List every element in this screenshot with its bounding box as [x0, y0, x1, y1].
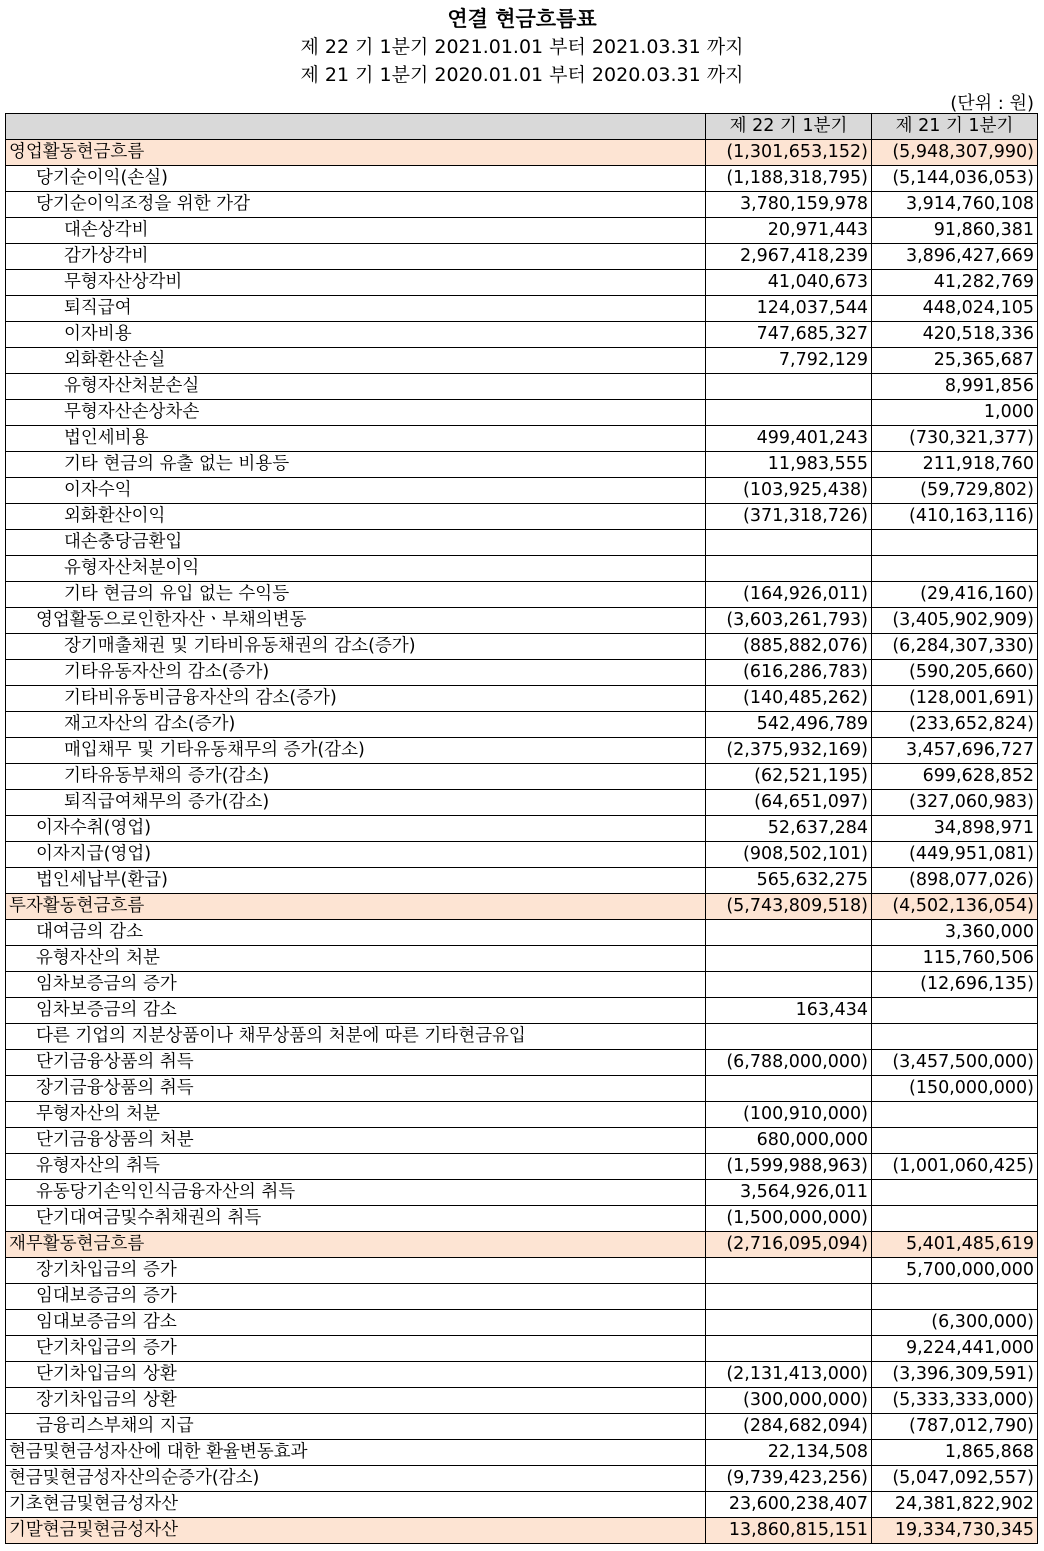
table-row: [6, 764, 1038, 790]
prior-period-value: 448,024,105: [872, 296, 1038, 322]
row-label: 외화환산손실: [6, 348, 706, 374]
row-label: 이자수익: [6, 478, 706, 504]
prior-period-value: 3,457,696,727: [872, 738, 1038, 764]
current-period-value: (62,521,195): [706, 764, 872, 790]
table-row: [6, 842, 1038, 868]
table-row: [6, 1050, 1038, 1076]
prior-period-value: (730,321,377): [872, 426, 1038, 452]
current-period-value: (2,131,413,000): [706, 1362, 872, 1388]
row-label: 무형자산상각비: [6, 270, 706, 296]
prior-period-value: 25,365,687: [872, 348, 1038, 374]
row-label: 퇴직급여채무의 증가(감소): [6, 790, 706, 816]
current-period-value: 13,860,815,151: [706, 1518, 872, 1544]
header-blank: [6, 114, 706, 140]
table-row: [6, 348, 1038, 374]
table-row: [6, 400, 1038, 426]
prior-period-value: (590,205,660): [872, 660, 1038, 686]
row-label: 법인세비용: [6, 426, 706, 452]
table-row: [6, 686, 1038, 712]
current-period-value: [706, 1258, 872, 1284]
current-period-value: [706, 1336, 872, 1362]
current-period-value: [706, 1284, 872, 1310]
prior-period-value: (29,416,160): [872, 582, 1038, 608]
table-row: [6, 218, 1038, 244]
prior-period-value: 1,000: [872, 400, 1038, 426]
row-label: 매입채무 및 기타유동채무의 증가(감소): [6, 738, 706, 764]
prior-period-value: 9,224,441,000: [872, 1336, 1038, 1362]
current-period-value: 499,401,243: [706, 426, 872, 452]
row-label: 임차보증금의 감소: [6, 998, 706, 1024]
prior-period-value: (787,012,790): [872, 1414, 1038, 1440]
table-row: [6, 166, 1038, 192]
current-period-value: [706, 920, 872, 946]
row-label: 현금및현금성자산의순증가(감소): [6, 1466, 706, 1492]
prior-period-value: [872, 1284, 1038, 1310]
row-label: 장기차입금의 증가: [6, 1258, 706, 1284]
current-period-value: [706, 556, 872, 582]
current-period-value: (1,599,988,963): [706, 1154, 872, 1180]
row-label: 기초현금및현금성자산: [6, 1492, 706, 1518]
table-row: [6, 712, 1038, 738]
row-label: 단기금융상품의 취득: [6, 1050, 706, 1076]
current-period-value: 542,496,789: [706, 712, 872, 738]
prior-period-value: 1,865,868: [872, 1440, 1038, 1466]
current-period-value: (1,188,318,795): [706, 166, 872, 192]
row-label: 단기차입금의 증가: [6, 1336, 706, 1362]
prior-period-value: (410,163,116): [872, 504, 1038, 530]
section-row: [6, 1518, 1038, 1544]
row-label: 외화환산이익: [6, 504, 706, 530]
prior-period-value: (3,405,902,909): [872, 608, 1038, 634]
section-row: [6, 140, 1038, 166]
current-period-value: (100,910,000): [706, 1102, 872, 1128]
prior-period-value: (128,001,691): [872, 686, 1038, 712]
prior-period-value: (1,001,060,425): [872, 1154, 1038, 1180]
table-row: [6, 374, 1038, 400]
table-row: [6, 1466, 1038, 1492]
table-row: [6, 1310, 1038, 1336]
page-title: 연결 현금흐름표: [447, 6, 597, 31]
row-label: 단기금융상품의 처분: [6, 1128, 706, 1154]
row-label: 기타유동자산의 감소(증가): [6, 660, 706, 686]
current-period-value: (64,651,097): [706, 790, 872, 816]
row-label: 기타비유동비금융자산의 감소(증가): [6, 686, 706, 712]
row-label: 이자수취(영업): [6, 816, 706, 842]
prior-period-value: 34,898,971: [872, 816, 1038, 842]
prior-period-value: (5,144,036,053): [872, 166, 1038, 192]
row-label: 유형자산의 처분: [6, 946, 706, 972]
header-row: [6, 114, 1038, 140]
prior-period-value: [872, 530, 1038, 556]
row-label: 임대보증금의 증가: [6, 1284, 706, 1310]
prior-period-value: (3,396,309,591): [872, 1362, 1038, 1388]
table-row: [6, 1076, 1038, 1102]
row-label: 기타유동부채의 증가(감소): [6, 764, 706, 790]
prior-period-value: [872, 998, 1038, 1024]
current-period-value: (616,286,783): [706, 660, 872, 686]
row-label: 이자지급(영업): [6, 842, 706, 868]
current-period-value: 680,000,000: [706, 1128, 872, 1154]
prior-period-value: (12,696,135): [872, 972, 1038, 998]
current-period-value: 163,434: [706, 998, 872, 1024]
unit-label: (단위 : 원): [950, 93, 1034, 114]
row-label: 영업활동현금흐름: [6, 140, 706, 166]
current-period-value: [706, 530, 872, 556]
table-row: [6, 322, 1038, 348]
current-period-value: (885,882,076): [706, 634, 872, 660]
current-period-value: (164,926,011): [706, 582, 872, 608]
prior-period-value: (898,077,026): [872, 868, 1038, 894]
row-label: 법인세납부(환급): [6, 868, 706, 894]
row-label: 퇴직급여: [6, 296, 706, 322]
row-label: 금융리스부채의 지급: [6, 1414, 706, 1440]
prior-period-value: (150,000,000): [872, 1076, 1038, 1102]
table-row: [6, 816, 1038, 842]
row-label: 감가상각비: [6, 244, 706, 270]
current-period-value: [706, 972, 872, 998]
current-period-value: 20,971,443: [706, 218, 872, 244]
row-label: 대손충당금환입: [6, 530, 706, 556]
table-row: [6, 790, 1038, 816]
current-period-value: (3,603,261,793): [706, 608, 872, 634]
prior-period-value: (59,729,802): [872, 478, 1038, 504]
table-row: [6, 1492, 1038, 1518]
current-period-value: (371,318,726): [706, 504, 872, 530]
current-period-value: (9,739,423,256): [706, 1466, 872, 1492]
row-label: 다른 기업의 지분상품이나 채무상품의 처분에 따른 기타현금유입: [6, 1024, 706, 1050]
prior-period-value: (327,060,983): [872, 790, 1038, 816]
row-label: 투자활동현금흐름: [6, 894, 706, 920]
prior-period-value: [872, 1128, 1038, 1154]
prior-period-value: 8,991,856: [872, 374, 1038, 400]
row-label: 단기대여금및수취채권의 취득: [6, 1206, 706, 1232]
current-period-value: 7,792,129: [706, 348, 872, 374]
row-label: 임차보증금의 증가: [6, 972, 706, 998]
table-row: [6, 868, 1038, 894]
table-row: [6, 1388, 1038, 1414]
row-label: 유형자산처분손실: [6, 374, 706, 400]
table-row: [6, 478, 1038, 504]
row-label: 대여금의 감소: [6, 920, 706, 946]
row-label: 현금및현금성자산에 대한 환율변동효과: [6, 1440, 706, 1466]
table-row: [6, 1414, 1038, 1440]
row-label: 재무활동현금흐름: [6, 1232, 706, 1258]
prior-period-value: 3,360,000: [872, 920, 1038, 946]
prior-period-value: [872, 556, 1038, 582]
table-row: [6, 530, 1038, 556]
prior-period-value: 3,914,760,108: [872, 192, 1038, 218]
current-period-value: (2,375,932,169): [706, 738, 872, 764]
current-period-value: 41,040,673: [706, 270, 872, 296]
prior-period-value: 24,381,822,902: [872, 1492, 1038, 1518]
table-row: [6, 556, 1038, 582]
current-period-value: 3,564,926,011: [706, 1180, 872, 1206]
current-period-value: 11,983,555: [706, 452, 872, 478]
table-row: [6, 608, 1038, 634]
current-period-value: (6,788,000,000): [706, 1050, 872, 1076]
prior-period-value: (4,502,136,054): [872, 894, 1038, 920]
current-period-value: 565,632,275: [706, 868, 872, 894]
prior-period-value: (3,457,500,000): [872, 1050, 1038, 1076]
current-period-value: 124,037,544: [706, 296, 872, 322]
current-period-value: 22,134,508: [706, 1440, 872, 1466]
row-label: 대손상각비: [6, 218, 706, 244]
row-label: 유형자산의 취득: [6, 1154, 706, 1180]
cash-flow-table: [5, 113, 1038, 1544]
current-period-value: (1,500,000,000): [706, 1206, 872, 1232]
current-period-value: [706, 400, 872, 426]
row-label: 재고자산의 감소(증가): [6, 712, 706, 738]
row-label: 기타 현금의 유입 없는 수익등: [6, 582, 706, 608]
header-prior-period: 제 21 기 1분기: [872, 114, 1038, 140]
header-current-period: 제 22 기 1분기: [706, 114, 872, 140]
prior-period-value: (449,951,081): [872, 842, 1038, 868]
current-period-value: (140,485,262): [706, 686, 872, 712]
row-label: 무형자산손상차손: [6, 400, 706, 426]
prior-period-value: (5,047,092,557): [872, 1466, 1038, 1492]
period-current: 제 22 기 1분기 2021.01.01 부터 2021.03.31 까지: [300, 36, 744, 58]
table-row: [6, 1440, 1038, 1466]
table-row: [6, 660, 1038, 686]
table-row: [6, 972, 1038, 998]
table-row: [6, 946, 1038, 972]
current-period-value: (908,502,101): [706, 842, 872, 868]
prior-period-value: 5,401,485,619: [872, 1232, 1038, 1258]
row-label: 당기순이익(손실): [6, 166, 706, 192]
table-row: [6, 244, 1038, 270]
table-row: [6, 634, 1038, 660]
table-row: [6, 920, 1038, 946]
table-row: [6, 504, 1038, 530]
current-period-value: 3,780,159,978: [706, 192, 872, 218]
table-row: [6, 270, 1038, 296]
row-label: 장기매출채권 및 기타비유동채권의 감소(증가): [6, 634, 706, 660]
current-period-value: [706, 1310, 872, 1336]
table-row: [6, 1102, 1038, 1128]
row-label: 장기차입금의 상환: [6, 1388, 706, 1414]
prior-period-value: [872, 1024, 1038, 1050]
current-period-value: 52,637,284: [706, 816, 872, 842]
table-row: [6, 426, 1038, 452]
table-row: [6, 1362, 1038, 1388]
table-row: [6, 1154, 1038, 1180]
current-period-value: (284,682,094): [706, 1414, 872, 1440]
prior-period-value: (6,300,000): [872, 1310, 1038, 1336]
period-prior: 제 21 기 1분기 2020.01.01 부터 2020.03.31 까지: [300, 64, 744, 86]
prior-period-value: (6,284,307,330): [872, 634, 1038, 660]
row-label: 임대보증금의 감소: [6, 1310, 706, 1336]
prior-period-value: 420,518,336: [872, 322, 1038, 348]
prior-period-value: 5,700,000,000: [872, 1258, 1038, 1284]
table-row: [6, 452, 1038, 478]
table-row: [6, 998, 1038, 1024]
prior-period-value: (233,652,824): [872, 712, 1038, 738]
table-row: [6, 738, 1038, 764]
table-row: [6, 1284, 1038, 1310]
current-period-value: [706, 1024, 872, 1050]
table-row: [6, 1206, 1038, 1232]
current-period-value: (300,000,000): [706, 1388, 872, 1414]
table-row: [6, 296, 1038, 322]
section-row: [6, 1232, 1038, 1258]
prior-period-value: (5,948,307,990): [872, 140, 1038, 166]
table-row: [6, 1128, 1038, 1154]
table-row: [6, 1024, 1038, 1050]
current-period-value: 23,600,238,407: [706, 1492, 872, 1518]
prior-period-value: (5,333,333,000): [872, 1388, 1038, 1414]
row-label: 당기순이익조정을 위한 가감: [6, 192, 706, 218]
section-row: [6, 894, 1038, 920]
row-label: 장기금융상품의 취득: [6, 1076, 706, 1102]
prior-period-value: 19,334,730,345: [872, 1518, 1038, 1544]
current-period-value: 2,967,418,239: [706, 244, 872, 270]
prior-period-value: [872, 1206, 1038, 1232]
current-period-value: [706, 946, 872, 972]
row-label: 기말현금및현금성자산: [6, 1518, 706, 1544]
table-row: [6, 1258, 1038, 1284]
row-label: 유동당기손익인식금융자산의 취득: [6, 1180, 706, 1206]
prior-period-value: 91,860,381: [872, 218, 1038, 244]
row-label: 영업활동으로인한자산ㆍ부채의변동: [6, 608, 706, 634]
row-label: 이자비용: [6, 322, 706, 348]
row-label: 기타 현금의 유출 없는 비용등: [6, 452, 706, 478]
prior-period-value: [872, 1180, 1038, 1206]
row-label: 단기차입금의 상환: [6, 1362, 706, 1388]
current-period-value: [706, 374, 872, 400]
prior-period-value: 211,918,760: [872, 452, 1038, 478]
table-row: [6, 192, 1038, 218]
current-period-value: [706, 1076, 872, 1102]
prior-period-value: [872, 1102, 1038, 1128]
row-label: 유형자산처분이익: [6, 556, 706, 582]
current-period-value: (103,925,438): [706, 478, 872, 504]
prior-period-value: 699,628,852: [872, 764, 1038, 790]
prior-period-value: 115,760,506: [872, 946, 1038, 972]
prior-period-value: 3,896,427,669: [872, 244, 1038, 270]
table-row: [6, 1180, 1038, 1206]
prior-period-value: 41,282,769: [872, 270, 1038, 296]
table-row: [6, 1336, 1038, 1362]
current-period-value: (5,743,809,518): [706, 894, 872, 920]
row-label: 무형자산의 처분: [6, 1102, 706, 1128]
table-row: [6, 582, 1038, 608]
current-period-value: 747,685,327: [706, 322, 872, 348]
current-period-value: (1,301,653,152): [706, 140, 872, 166]
current-period-value: (2,716,095,094): [706, 1232, 872, 1258]
